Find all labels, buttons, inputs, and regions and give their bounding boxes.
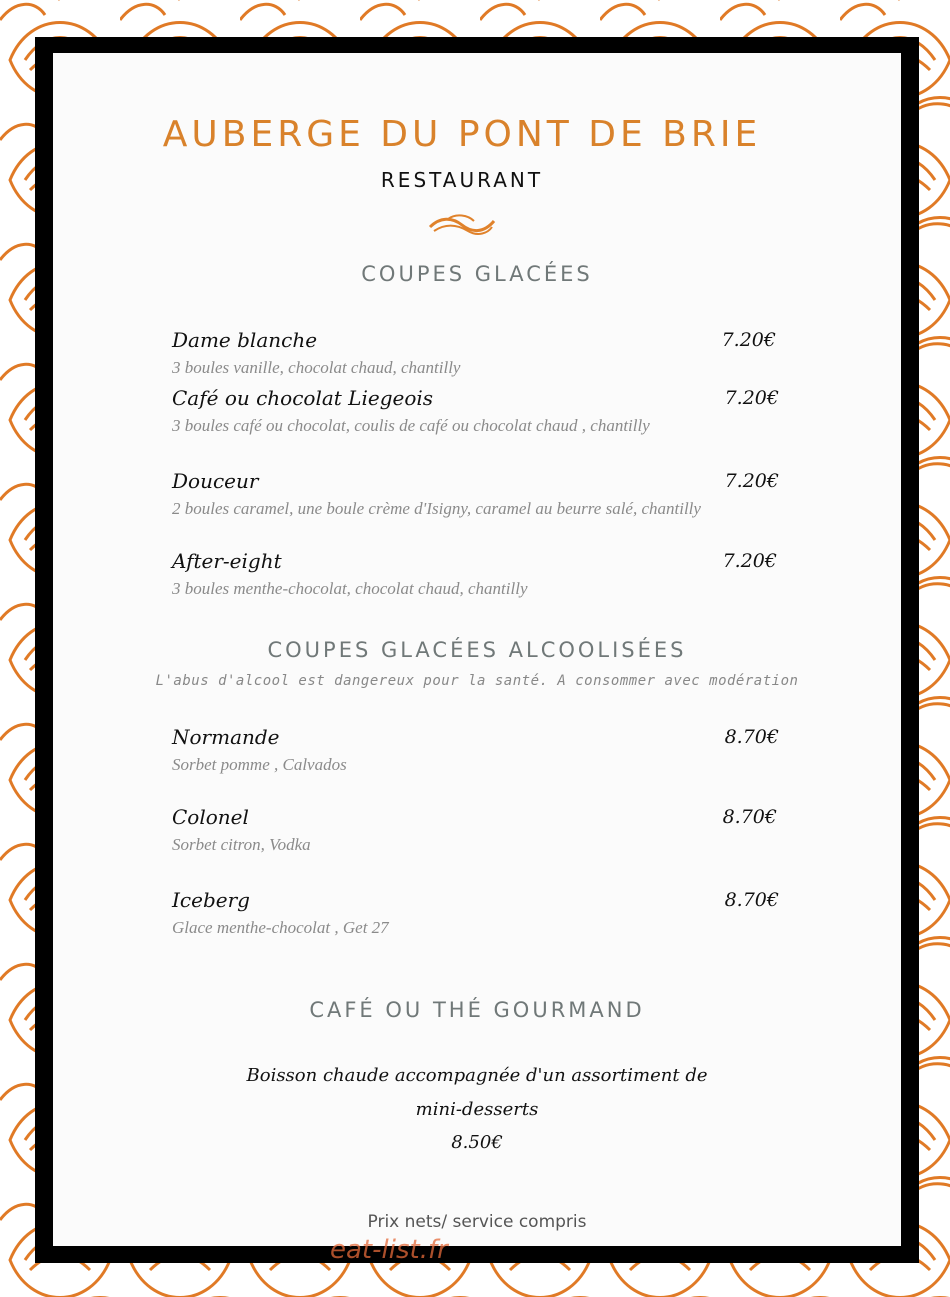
item-price: 7.20€ [724,470,779,492]
price-note: Prix nets/ service compris [367,1212,587,1232]
gourmand-price: 8.50€ [451,1132,503,1153]
gourmand-description-line1: Boisson chaude accompagnée d'un assortiment de [246,1065,708,1086]
item-name: Normande [172,725,280,749]
item-description: 3 boules café ou chocolat, coulis de café ou chocolat chaud , chantilly [172,416,650,435]
item-name: Dame blanche [172,328,318,352]
section-heading-alcool: COUPES GLACÉES ALCOOLISÉES [267,638,687,662]
item-price: 7.20€ [724,387,779,409]
item-name: After-eight [172,549,282,573]
item-price: 8.70€ [724,726,779,748]
section-heading-coupes: COUPES GLACÉES [361,262,593,286]
item-description: 3 boules vanille, chocolat chaud, chantilly [172,358,461,377]
item-price: 7.20€ [721,329,776,351]
item-description: Sorbet pomme , Calvados [172,755,347,774]
watermark: eat-list.fr [330,1235,448,1265]
item-name: Douceur [172,469,259,493]
item-name: Iceberg [172,888,250,912]
item-name: Café ou chocolat Liegeois [172,386,434,410]
item-description: Sorbet citron, Vodka [172,835,311,854]
item-description: 3 boules menthe-chocolat, chocolat chaud, chantilly [172,579,528,598]
item-price: 7.20€ [722,550,777,572]
item-price: 8.70€ [722,806,777,828]
gourmand-description-line2: mini-desserts [415,1099,539,1120]
alcohol-warning: L'abus d'alcool est dangereux pour la santé. A consommer avec modération [155,673,799,689]
section-heading-gourmand: CAFÉ OU THÉ GOURMAND [309,998,645,1022]
item-price: 8.70€ [724,889,779,911]
item-description: Glace menthe-chocolat , Get 27 [172,918,389,937]
restaurant-title: AUBERGE DU PONT DE BRIE [162,114,762,155]
swirl-ornament-icon [428,213,496,239]
restaurant-subtitle: RESTAURANT [380,168,544,192]
item-description: 2 boules caramel, une boule crème d'Isigny, caramel au beurre salé, chantilly [172,499,701,518]
item-name: Colonel [172,805,249,829]
